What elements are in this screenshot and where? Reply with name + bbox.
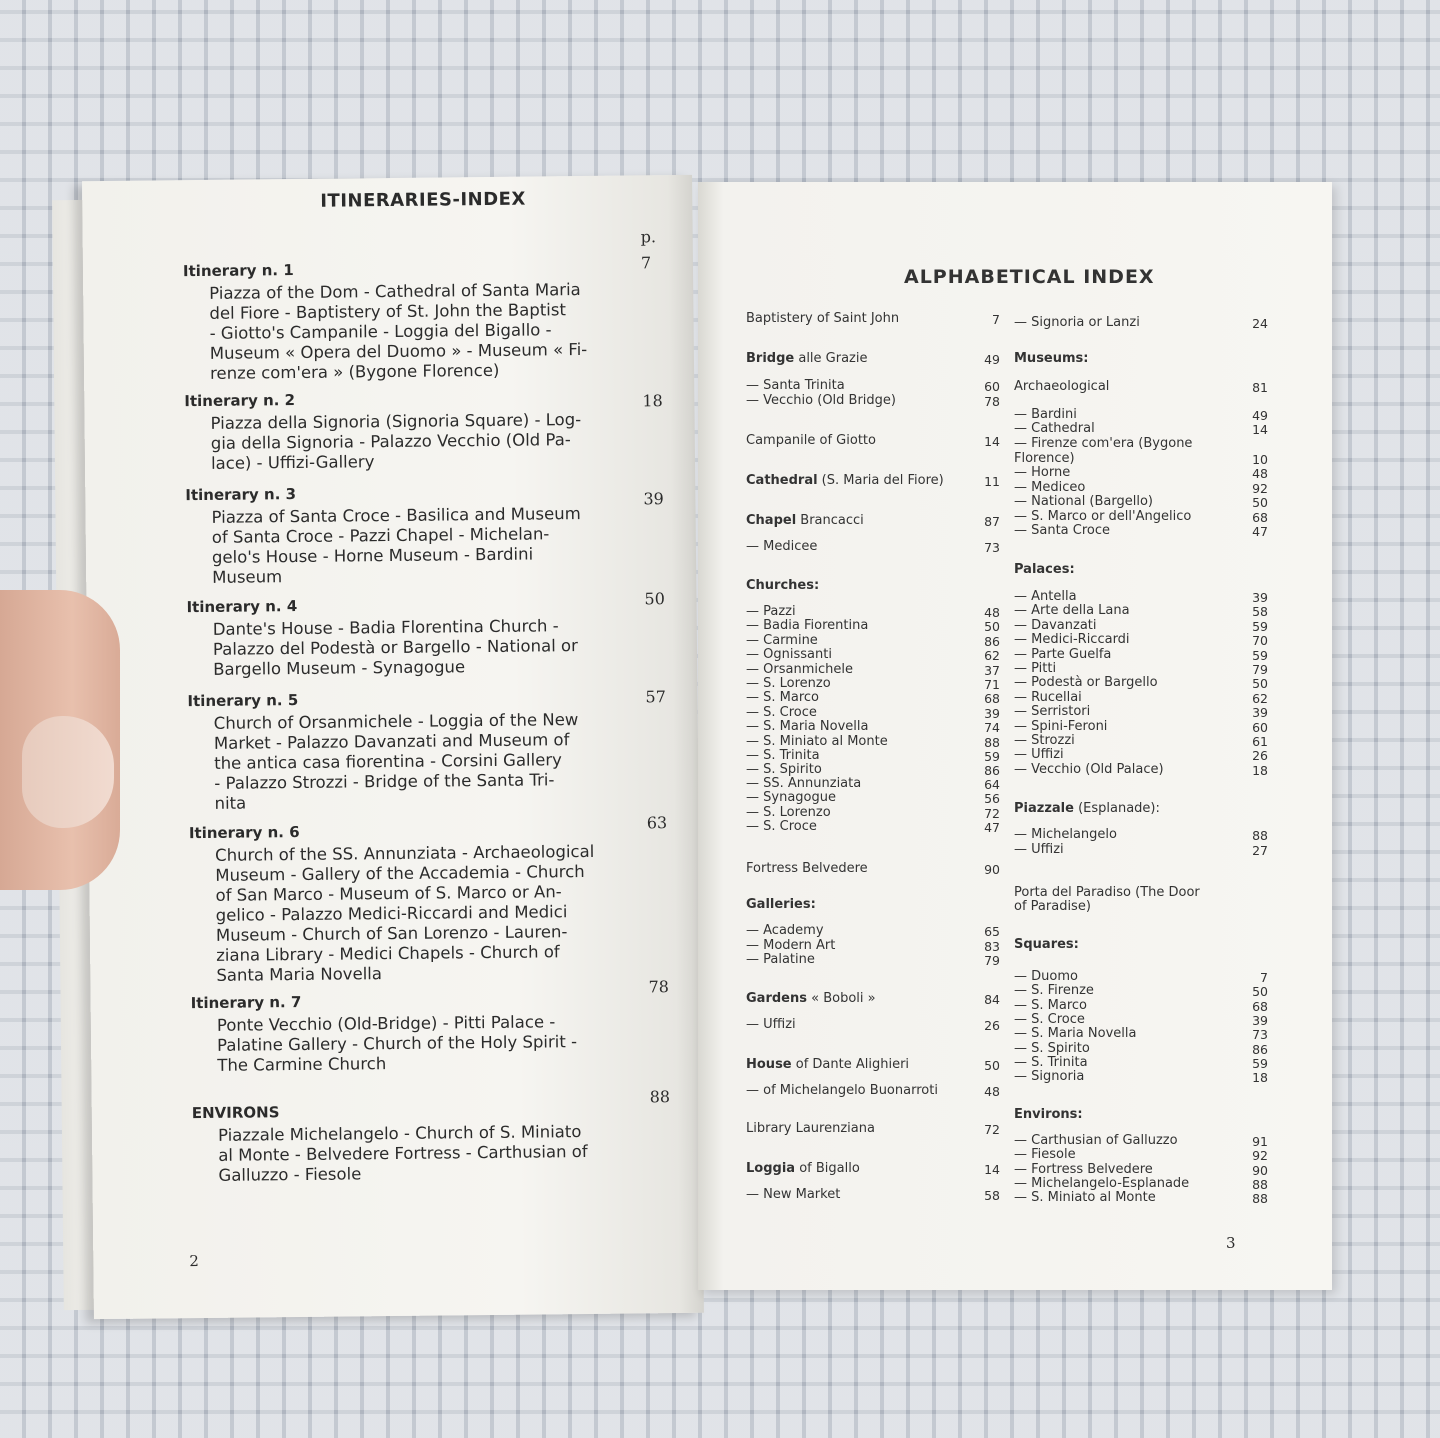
- index-entry-text: Campanile of Giotto: [746, 433, 876, 448]
- index-page-number: 18: [1252, 1070, 1268, 1085]
- index-page-number: 84: [984, 992, 1000, 1007]
- index-entry-text: — of Michelangelo Buonarroti: [746, 1083, 938, 1098]
- index-entry-bold: Squares:: [1014, 937, 1079, 952]
- itinerary-line: del Fiore - Baptistery of St. John the Baptist: [209, 300, 566, 323]
- itinerary-line: Market - Palazzo Davanzati and Museum of: [213, 730, 570, 753]
- index-entry-bold: Palaces:: [1014, 562, 1075, 577]
- index-entry-text: — Orsanmichele: [746, 662, 853, 677]
- index-entry-text: — Signoria: [1014, 1069, 1085, 1084]
- itinerary-line: Dante's House - Badia Florentina Church -: [212, 616, 559, 639]
- index-entry-text: — Vecchio (Old Bridge): [746, 393, 896, 408]
- index-entry-text: — SS. Annunziata: [746, 776, 862, 791]
- index-entry: [746, 720, 868, 735]
- index-entry: [1014, 1148, 1076, 1163]
- itinerary-line: Santa Maria Novella: [216, 964, 383, 985]
- index-entry-text: — S. Croce: [746, 705, 817, 720]
- index-entry-text: — Pazzi: [746, 604, 796, 619]
- index-entry-bold: Museums:: [1014, 351, 1089, 366]
- index-entry-text: — S. Miniato al Monte: [1014, 1190, 1156, 1205]
- index-page-number: 10: [1252, 452, 1268, 467]
- index-entry-bold: Galleries:: [746, 897, 816, 912]
- index-page-number: 87: [984, 514, 1000, 529]
- index-entry-text: — Santa Croce: [1014, 523, 1111, 538]
- index-entry-text: — Santa Trinita: [746, 378, 845, 393]
- index-entry: [746, 1162, 860, 1177]
- index-page-number: 50: [1252, 984, 1268, 999]
- index-entry-text: — Signoria or Lanzi: [1014, 315, 1140, 330]
- itinerary-line: Piazza of the Dom - Cathedral of Santa Maria: [209, 280, 581, 303]
- index-page-number: 59: [1252, 1056, 1268, 1071]
- index-entry-bold: Cathedral: [746, 473, 818, 488]
- index-entry-text: — Mediceo: [1014, 480, 1086, 495]
- index-entry: [746, 579, 819, 594]
- index-entry-text: — Medici-Riccardi: [1014, 632, 1130, 647]
- itinerary-line: gelo's House - Horne Museum - Bardini: [211, 544, 534, 567]
- index-entry-bold: Loggia: [746, 1161, 796, 1176]
- index-page-number: 48: [984, 605, 1000, 620]
- alphabetical-index-title: ALPHABETICAL INDEX: [904, 266, 1155, 288]
- index-entry-text: — S. Marco: [746, 690, 819, 705]
- index-page-number: 50: [1252, 676, 1268, 691]
- index-entry-text: — Podestà or Bargello: [1014, 675, 1158, 690]
- index-entry-text: (S. Maria del Fiore): [817, 473, 944, 488]
- index-entry-text: — S. Lorenzo: [746, 676, 831, 691]
- itinerary-line: nita: [214, 793, 247, 813]
- itinerary-line: lace) - Uffizi-Gallery: [210, 452, 375, 473]
- index-page-number: 68: [984, 691, 1000, 706]
- index-entry: [746, 1188, 840, 1203]
- index-entry-text: alle Grazie: [794, 351, 868, 366]
- index-entry: [746, 820, 817, 835]
- index-entry-text: — Badia Fiorentina: [746, 618, 869, 633]
- index-entry-text: — New Market: [746, 1187, 841, 1202]
- itinerary-line: The Carmine Church: [217, 1054, 387, 1075]
- index-entry-text: — Uffizi: [746, 1017, 796, 1032]
- index-entry-bold: Bridge: [746, 351, 795, 366]
- index-entry: [1014, 633, 1130, 648]
- index-entry-text: — Serristori: [1014, 704, 1091, 719]
- index-page-number: 92: [1252, 481, 1268, 496]
- index-page-number: 24: [1252, 316, 1268, 331]
- index-entry-text: — Spini-Feroni: [1014, 719, 1108, 734]
- index-entry: [746, 1058, 909, 1073]
- index-page-number: 78: [984, 394, 1000, 409]
- index-entry-text: — Medicee: [746, 539, 818, 554]
- index-entry: [746, 648, 832, 663]
- index-entry-text: — Vecchio (Old Palace): [1014, 762, 1164, 777]
- index-entry: [1014, 437, 1192, 452]
- index-entry-text: — Horne: [1014, 465, 1071, 480]
- index-page-number: 81: [1252, 380, 1268, 395]
- index-page-number: 83: [984, 939, 1000, 954]
- index-page-number: 73: [1252, 1027, 1268, 1042]
- index-entry: [1014, 1027, 1136, 1042]
- index-entry-text: — Bardini: [1014, 407, 1077, 422]
- index-entry-text: of Bigallo: [795, 1161, 860, 1176]
- index-page-number: 72: [984, 1122, 1000, 1137]
- index-entry: [1014, 900, 1091, 915]
- index-page-number: 88: [1252, 1191, 1268, 1206]
- itinerary-page-number: 88: [649, 1087, 671, 1107]
- index-entry: [1014, 380, 1109, 395]
- index-entry: [1014, 466, 1070, 481]
- index-entry: [1014, 984, 1094, 999]
- index-entry: [1014, 495, 1153, 510]
- index-entry-text: — S. Miniato al Monte: [746, 734, 888, 749]
- itinerary-line: of Santa Croce - Pazzi Chapel - Michelan-: [211, 524, 550, 547]
- index-entry: [746, 352, 868, 367]
- itinerary-line: gelico - Palazzo Medici-Riccardi and Medici: [215, 902, 568, 925]
- index-page-number: 60: [984, 379, 1000, 394]
- itinerary-line: renze com'era » (Bygone Florence): [209, 360, 500, 383]
- index-page-number: 59: [1252, 648, 1268, 663]
- index-entry-text: — Arte della Lana: [1014, 603, 1130, 618]
- index-entry: [1014, 604, 1130, 619]
- index-entry-text: — S. Maria Novella: [1014, 1026, 1137, 1041]
- index-entry: [746, 953, 815, 968]
- index-page-number: 48: [1252, 466, 1268, 481]
- index-entry: [746, 791, 836, 806]
- index-page-number: 65: [984, 924, 1000, 939]
- index-entry: [746, 691, 819, 706]
- index-entry: [746, 1084, 938, 1099]
- index-entry-text: — Fortress Belvedere: [1014, 1162, 1153, 1177]
- index-page-number: 59: [1252, 619, 1268, 634]
- itinerary-page-number: 63: [646, 813, 668, 833]
- index-page-number: 47: [984, 820, 1000, 835]
- itinerary-heading: Itinerary n. 3: [185, 485, 297, 505]
- index-entry-text: — Ognissanti: [746, 647, 832, 662]
- index-entry: [1014, 748, 1064, 763]
- index-entry-text: — Antella: [1014, 589, 1077, 604]
- itinerary-line: Palazzo del Podestà or Bargello - National or: [212, 636, 578, 659]
- itinerary-line: - Palazzo Strozzi - Bridge of the Santa Tri-: [214, 770, 555, 793]
- index-entry-text: — Firenze com'era (Bygone: [1014, 436, 1193, 451]
- index-entry: [1014, 705, 1090, 720]
- itinerary-line: of San Marco - Museum of S. Marco or An-: [215, 882, 562, 905]
- index-page-number: 91: [1252, 1134, 1268, 1149]
- index-entry: [1014, 828, 1117, 843]
- itineraries-index-title: ITINERARIES-INDEX: [320, 188, 526, 212]
- index-page-number: 86: [1252, 1042, 1268, 1057]
- left-page-number: 2: [189, 1252, 200, 1271]
- index-entry: [746, 434, 876, 449]
- index-entry-bold: Churches:: [746, 578, 820, 593]
- index-page-number: 39: [984, 706, 1000, 721]
- itinerary-page-number: 78: [648, 977, 669, 997]
- index-page-number: 39: [1252, 590, 1268, 605]
- itinerary-line: gia della Signoria - Palazzo Vecchio (Old Pa-: [210, 430, 571, 453]
- index-entry: [746, 474, 944, 489]
- index-entry-text: — National (Bargello): [1014, 494, 1154, 509]
- index-entry: [746, 619, 868, 634]
- index-entry: [1014, 316, 1140, 331]
- index-page-number: 14: [984, 434, 1000, 449]
- index-entry: [1014, 676, 1158, 691]
- index-page-number: 73: [984, 540, 1000, 555]
- index-page-number: 71: [984, 677, 1000, 692]
- itinerary-heading: Itinerary n. 4: [186, 596, 298, 617]
- index-page-number: 64: [984, 777, 1000, 792]
- index-page-number: 7: [992, 312, 1000, 327]
- index-entry-text: — Rucellai: [1014, 690, 1082, 705]
- itinerary-page-number: 7: [640, 253, 652, 273]
- index-entry-text: — Davanzati: [1014, 618, 1097, 633]
- index-entry-text: — Parte Guelfa: [1014, 647, 1112, 662]
- itinerary-line: Museum - Gallery of the Accademia - Church: [215, 862, 585, 885]
- index-entry: [1014, 1191, 1156, 1206]
- index-entry: [746, 1122, 875, 1137]
- index-entry-text: — Pitti: [1014, 661, 1057, 676]
- index-page-number: 14: [984, 1162, 1000, 1177]
- index-entry-bold: Piazzale: [1014, 801, 1074, 816]
- index-entry: [1014, 1070, 1084, 1085]
- index-page-number: 62: [984, 648, 1000, 663]
- index-entry-text: of Dante Alighieri: [791, 1057, 910, 1072]
- itinerary-line: Palatine Gallery - Church of the Holy Spirit -: [217, 1032, 578, 1055]
- index-entry-text: — S. Firenze: [1014, 983, 1094, 998]
- index-entry: [746, 379, 845, 394]
- index-page-number: 49: [984, 352, 1000, 367]
- index-page-number: 26: [1252, 748, 1268, 763]
- index-entry-text: — S. Croce: [1014, 1012, 1085, 1027]
- index-page-number: 90: [984, 862, 1000, 877]
- index-entry: [746, 540, 817, 555]
- itinerary-heading: Itinerary n. 2: [184, 391, 296, 411]
- index-entry: [1014, 802, 1160, 817]
- index-entry: [1014, 1108, 1083, 1123]
- index-entry-text: of Paradise): [1014, 899, 1091, 914]
- itinerary-line: - Giotto's Campanile - Loggia del Bigallo -: [209, 320, 552, 343]
- index-entry-text: Library Laurenziana: [746, 1121, 875, 1136]
- index-entry-text: — S. Croce: [746, 819, 817, 834]
- index-page-number: 86: [984, 763, 1000, 778]
- index-entry-text: — Strozzi: [1014, 733, 1075, 748]
- index-entry: [1014, 763, 1164, 778]
- index-page-number: 18: [1252, 763, 1268, 778]
- index-entry-text: — S. Lorenzo: [746, 805, 831, 820]
- index-entry: [746, 898, 816, 913]
- itinerary-page-number: 57: [645, 687, 666, 707]
- index-entry-text: — Uffizi: [1014, 842, 1064, 857]
- itinerary-line: Church of the SS. Annunziata - Archaeological: [215, 841, 595, 865]
- index-page-number: 7: [1260, 970, 1268, 985]
- index-entry: [1014, 422, 1095, 437]
- index-page-number: 49: [1252, 408, 1268, 423]
- index-page-number: 88: [1252, 828, 1268, 843]
- index-page-number: 47: [1252, 524, 1268, 539]
- index-entry-text: — Uffizi: [1014, 747, 1064, 762]
- index-page-number: 50: [984, 619, 1000, 634]
- index-page-number: 58: [1252, 604, 1268, 619]
- index-entry: [746, 394, 896, 409]
- index-entry-text: Florence): [1014, 451, 1075, 466]
- itinerary-page-number: 39: [643, 489, 664, 509]
- index-entry-text: — S. Maria Novella: [746, 719, 869, 734]
- index-entry-bold: Environs:: [1014, 1107, 1083, 1122]
- index-entry-text: — S. Trinita: [1014, 1055, 1088, 1070]
- index-entry-bold: Gardens: [746, 991, 807, 1006]
- index-entry-text: — S. Marco: [1014, 998, 1087, 1013]
- index-entry: [1014, 352, 1088, 367]
- index-entry-text: « Boboli »: [806, 991, 876, 1006]
- index-page-number: 62: [1252, 691, 1268, 706]
- index-page-number: 50: [1252, 495, 1268, 510]
- index-page-number: 50: [984, 1058, 1000, 1073]
- index-entry-text: — Synagogue: [746, 790, 836, 805]
- index-entry-text: — Carthusian of Galluzzo: [1014, 1133, 1178, 1148]
- index-entry-bold: House: [746, 1057, 792, 1072]
- index-entry-text: Brancacci: [796, 513, 864, 528]
- index-page-number: 86: [984, 634, 1000, 649]
- index-page-number: 79: [984, 953, 1000, 968]
- itinerary-line: Museum: [212, 567, 283, 587]
- index-page-number: 39: [1252, 705, 1268, 720]
- index-entry-text: — Michelangelo-Esplanade: [1014, 1176, 1190, 1191]
- page-column-label: p.: [640, 227, 657, 247]
- itinerary-heading: Itinerary n. 1: [182, 261, 294, 281]
- itinerary-page-number: 18: [642, 391, 663, 411]
- index-entry-text: — Palatine: [746, 952, 815, 967]
- itinerary-line: Bargello Museum - Synagogue: [213, 657, 466, 679]
- index-entry-text: — Fiesole: [1014, 1147, 1076, 1162]
- itinerary-line: Ponte Vecchio (Old-Bridge) - Pitti Palace -: [216, 1012, 556, 1035]
- index-page-number: 26: [984, 1018, 1000, 1033]
- index-page-number: 88: [1252, 1177, 1268, 1192]
- index-entry-bold: Chapel: [746, 513, 797, 528]
- index-entry-text: — Modern Art: [746, 938, 836, 953]
- thumbnail: [22, 716, 114, 828]
- index-page-number: 70: [1252, 633, 1268, 648]
- index-page-number: 60: [1252, 720, 1268, 735]
- itinerary-page-number: 50: [644, 589, 665, 609]
- index-page-number: 56: [984, 791, 1000, 806]
- index-page-number: 92: [1252, 1148, 1268, 1163]
- index-page-number: 74: [984, 720, 1000, 735]
- index-entry-text: — Duomo: [1014, 969, 1078, 984]
- itinerary-line: Piazza of Santa Croce - Basilica and Museum: [211, 504, 581, 527]
- itinerary-heading: ENVIRONS: [191, 1103, 280, 1123]
- index-entry-text: Fortress Belvedere: [746, 861, 868, 876]
- index-entry: [746, 1018, 796, 1033]
- index-page-number: 59: [984, 749, 1000, 764]
- itinerary-line: ziana Library - Medici Chapels - Church of: [216, 942, 560, 965]
- index-page-number: 61: [1252, 734, 1268, 749]
- index-entry-text: — Academy: [746, 923, 824, 938]
- right-page: [698, 182, 1332, 1290]
- index-entry-text: — Michelangelo: [1014, 827, 1117, 842]
- index-page-number: 68: [1252, 999, 1268, 1014]
- index-entry-text: — S. Spirito: [1014, 1041, 1090, 1056]
- index-entry-text: Porta del Paradiso (The Door: [1014, 885, 1200, 900]
- itinerary-line: al Monte - Belvedere Fortress - Carthusian of: [218, 1141, 588, 1165]
- index-entry: [746, 862, 868, 877]
- index-page-number: 14: [1252, 422, 1268, 437]
- index-entry-text: — S. Spirito: [746, 762, 822, 777]
- index-entry: [1014, 524, 1110, 539]
- index-page-number: 90: [1252, 1163, 1268, 1178]
- index-page-number: 68: [1252, 510, 1268, 525]
- itinerary-heading: Itinerary n. 6: [188, 822, 300, 843]
- left-page: [82, 175, 704, 1319]
- index-entry-text: Archaeological: [1014, 379, 1110, 394]
- index-entry: [746, 514, 864, 529]
- index-entry-text: — Carmine: [746, 633, 818, 648]
- itinerary-line: Museum - Church of San Lorenzo - Lauren-: [215, 922, 568, 945]
- index-page-number: 58: [984, 1188, 1000, 1203]
- index-page-number: 88: [984, 735, 1000, 750]
- index-page-number: 27: [1252, 843, 1268, 858]
- index-entry-text: — S. Marco or dell'Angelico: [1014, 509, 1192, 524]
- index-page-number: 48: [984, 1084, 1000, 1099]
- itinerary-line: Church of Orsanmichele - Loggia of the New: [213, 710, 579, 733]
- itinerary-heading: Itinerary n. 7: [190, 992, 302, 1013]
- itinerary-line: Piazza della Signoria (Signoria Square) - Log-: [210, 410, 582, 433]
- index-entry: [746, 924, 824, 939]
- itinerary-line: Galluzzo - Fiesole: [218, 1164, 362, 1185]
- index-entry: [746, 312, 899, 327]
- index-page-number: 72: [984, 806, 1000, 821]
- itinerary-line: Piazzale Michelangelo - Church of S. Miniato: [217, 1122, 582, 1145]
- index-entry: [1014, 563, 1075, 578]
- index-entry: [1014, 843, 1064, 858]
- index-page-number: 39: [1252, 1013, 1268, 1028]
- itinerary-line: the antica casa fiorentina - Corsini Gallery: [214, 750, 562, 773]
- index-entry-text: (Esplanade):: [1073, 801, 1160, 816]
- index-entry-text: Baptistery of Saint John: [746, 311, 900, 326]
- itinerary-heading: Itinerary n. 5: [187, 690, 299, 711]
- index-entry: [746, 992, 876, 1007]
- index-page-number: 11: [984, 474, 1000, 489]
- index-page-number: 37: [984, 663, 1000, 678]
- itinerary-line: Museum « Opera del Duomo » - Museum « Fi-: [209, 339, 588, 363]
- index-page-number: 79: [1252, 662, 1268, 677]
- index-entry-text: — Cathedral: [1014, 421, 1095, 436]
- right-page-number: 3: [1226, 1234, 1236, 1252]
- index-entry-text: — S. Trinita: [746, 748, 820, 763]
- index-entry: [1014, 938, 1079, 953]
